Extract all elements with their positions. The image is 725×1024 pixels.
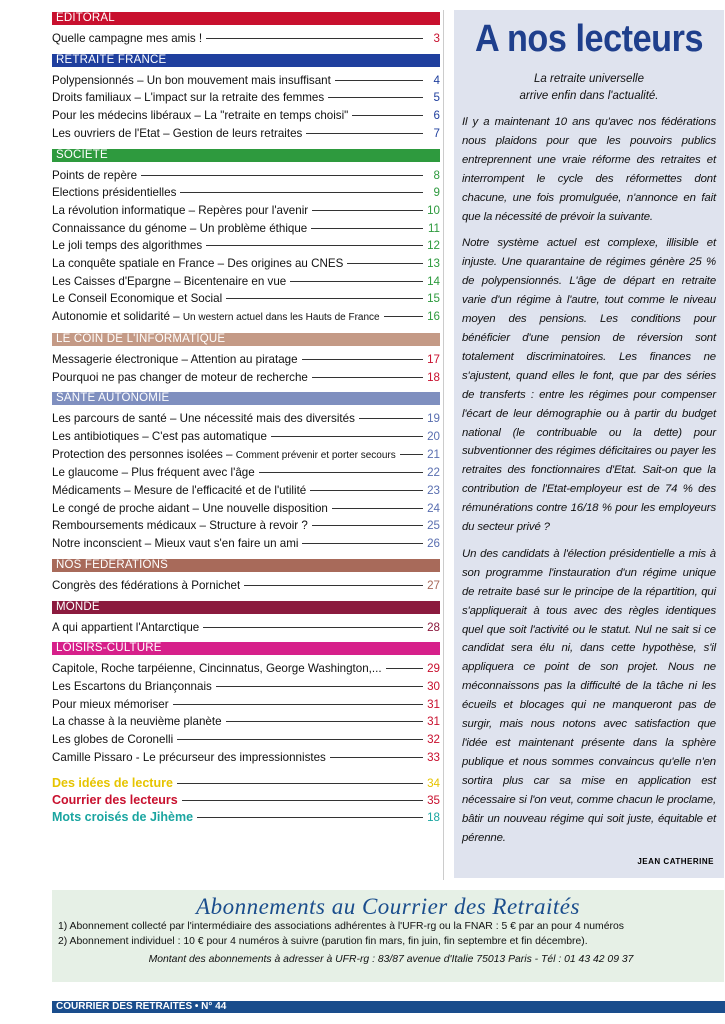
toc-entry-title [52, 535, 298, 553]
toc-entry[interactable] [52, 410, 440, 428]
toc-entry-title [52, 72, 331, 90]
leader-line [359, 418, 423, 419]
toc-entry-title [52, 351, 298, 369]
toc-section [52, 559, 440, 595]
toc-entry-title [52, 167, 137, 185]
toc-entry[interactable] [52, 167, 440, 185]
page-number: 35 [427, 793, 440, 807]
leader-line [290, 281, 423, 282]
subscription-line-2: 2) Abonnement individuel : 10 € pour 4 numéros à suivre (parution fin mars, fin juin, fin septembre et fin décembre). [58, 935, 588, 947]
page-number: 14 [427, 274, 440, 288]
toc-entry-main: Les globes de Coronelli [52, 733, 174, 747]
editorial-box [454, 10, 724, 878]
leader-line [312, 377, 423, 378]
subscription-address: Montant des abonnements à adresser à UFR-rg : 83/87 avenue d'Italie 75013 Paris - Tél : 01 43 42 09 37 [148, 954, 634, 965]
toc-entry-title [52, 500, 328, 518]
page-number: 32 [427, 733, 440, 747]
extras-list [52, 775, 440, 826]
leader-line [177, 783, 423, 784]
page-number: 18 [427, 810, 440, 824]
leader-line [312, 210, 423, 211]
page-number: 27 [427, 578, 440, 592]
toc-entry-main: La chasse à la neuvième planète [52, 715, 222, 729]
extra-title: Courrier des lecteurs [52, 792, 178, 807]
toc-section [52, 392, 440, 553]
page-number: 9 [433, 186, 440, 200]
toc-entry-main: Le glaucome – Plus fréquent avec l'âge [52, 466, 255, 480]
toc-entry-main: Remboursements médicaux – Structure à revoir ? [52, 519, 308, 533]
page-number: 16 [427, 310, 440, 324]
page-number: 5 [433, 91, 440, 105]
toc-entry-title [52, 464, 255, 482]
toc-entry[interactable] [52, 464, 440, 482]
page-number: 21 [427, 447, 440, 461]
leader-line [226, 721, 423, 722]
toc-entry-main: Capitole, Roche tarpéienne, Cincinnatus, George Washington,... [52, 662, 382, 676]
leader-line [384, 316, 423, 317]
editorial-paragraph: Notre système actuel est complexe, illisible et injuste. Une quarantaine de régimes génère 25 % de polypensionnés. L'âge de départ en retraite varie d'un régime à l'autre, tout comme le niveau moyen des pensions. Les conditions pour bénéficier d'une pension de réversion sont totalement discriminatoires. Les finances ne s'ajustent, quand elles le font, que par des séries de transferts : entre les régimes pour compenser l'écart de leur démographie ou à partir du budget national (le contribuable ou la dette) pour subventionner des régimes déficitaires ou payer les retraites des fonctionnaires d'Etat. Sait-on que la contribution de l'Etat-employeur est de 74 % des rémunérations contre 16/18 % pour les employeurs du secteur privé ? [462, 237, 716, 534]
subscription-line-1: 1) Abonnement collecté par l'intermédiaire des associations adhérentes à l'UFR-rg ou la FNAR : 5 € par an pour 4 numéros [58, 921, 624, 932]
toc-entry[interactable] [52, 749, 440, 767]
section-heading: ÉDITORAL [52, 12, 440, 25]
toc-entry-title [52, 482, 306, 500]
toc-entry-main: A qui appartient l'Antarctique [52, 620, 200, 634]
toc-entry-main: Les Caisses d'Epargne – Bicentenaire en vue [52, 274, 287, 288]
leader-line [311, 228, 423, 229]
toc-section [52, 12, 440, 48]
page-number: 4 [433, 73, 440, 87]
toc-entry-main: Les antibiotiques – C'est pas automatique [52, 429, 267, 443]
toc-entry[interactable] [52, 255, 440, 273]
editorial-intro [454, 71, 724, 105]
toc-entry-main: Les Escartons du Briançonnais [52, 679, 212, 693]
toc-entry-title [52, 678, 212, 696]
toc-entry-main: Polypensionnés – Un bon mouvement mais insuffisant [52, 73, 331, 87]
toc-entry-title [52, 577, 240, 595]
leader-line [332, 508, 423, 509]
editorial-signature: JEAN CATHERINE [637, 857, 714, 867]
page-number: 7 [433, 126, 440, 140]
toc-entry-title [52, 107, 348, 125]
leader-line [310, 490, 423, 491]
toc-entry-subtitle: Comment prévenir et porter secours [235, 449, 396, 461]
toc-section [52, 333, 440, 386]
toc-entry-main: Camille Pissaro - Le précurseur des impressionnistes [52, 750, 326, 764]
leader-line [259, 472, 423, 473]
toc-entry-title [52, 220, 307, 238]
toc-entry-title [52, 184, 176, 202]
toc-section [52, 642, 440, 766]
table-of-contents [52, 12, 440, 826]
toc-entry-main: Le joli temps des algorithmes [52, 239, 203, 253]
toc-entry[interactable] [52, 577, 440, 595]
leader-line [244, 585, 423, 586]
toc-entry-title [52, 713, 222, 731]
toc-entry-main: Elections présidentielles [52, 186, 177, 200]
page-number: 20 [427, 429, 440, 443]
leader-line [206, 38, 423, 39]
leader-line [180, 192, 423, 193]
subscription-box [52, 890, 724, 982]
leader-line [312, 525, 423, 526]
page-number: 13 [427, 257, 440, 271]
extra-entry[interactable] [52, 775, 440, 792]
page-number: 25 [427, 519, 440, 533]
toc-entry-title [52, 125, 302, 143]
toc-entry[interactable] [52, 731, 440, 749]
toc-entry-title [52, 749, 326, 767]
toc-entry-main: Connaissance du génome – Un problème éthique [52, 221, 308, 235]
editorial-title: A nos lecteurs [474, 18, 704, 60]
leader-line [352, 115, 423, 116]
toc-entry-title [52, 731, 173, 749]
toc-entry[interactable] [52, 184, 440, 202]
toc-section [52, 149, 440, 327]
leader-line [173, 704, 423, 705]
toc-entry-title [52, 446, 396, 465]
toc-entry-title [52, 30, 202, 48]
leader-line [306, 133, 423, 134]
section-heading: LE COIN DE L'INFORMATIQUE [52, 333, 440, 346]
page-number: 31 [427, 715, 440, 729]
toc-entry[interactable] [52, 500, 440, 518]
leader-line [271, 436, 423, 437]
toc-entry-title [52, 369, 308, 387]
leader-line [347, 263, 423, 264]
toc-entry-title [52, 308, 380, 327]
toc-entry[interactable] [52, 237, 440, 255]
page-number: 12 [427, 239, 440, 253]
toc-section [52, 601, 440, 637]
toc-entry-main: Notre inconscient – Mieux vaut s'en faire un ami [52, 537, 299, 551]
toc-entry-main: Pour les médecins libéraux – La "retraite en temps choisi" [52, 109, 349, 123]
toc-entry-main: La révolution informatique – Repères pour l'avenir [52, 203, 309, 217]
page-number: 34 [427, 776, 440, 790]
leader-line [182, 800, 423, 801]
toc-entry[interactable] [52, 696, 440, 714]
editorial-intro-line1: La retraite universelle [534, 73, 644, 85]
page-footer: COURRIER DES RETRAITÉS • N° 44 [52, 1001, 725, 1013]
section-heading: RETRAITE FRANCE [52, 54, 440, 67]
leader-line [226, 298, 423, 299]
toc-entry[interactable] [52, 713, 440, 731]
toc-entry-main: Les ouvriers de l'Etat – Gestion de leurs retraites [52, 126, 303, 140]
toc-entry-title [52, 428, 267, 446]
extra-entry[interactable] [52, 792, 440, 809]
toc-entry[interactable] [52, 428, 440, 446]
toc-entry[interactable] [52, 446, 440, 465]
leader-line [216, 686, 423, 687]
toc-entry[interactable] [52, 369, 440, 387]
toc-entry-title [52, 696, 169, 714]
toc-entry[interactable] [52, 290, 440, 308]
toc-entry-title [52, 89, 324, 107]
toc-entry[interactable] [52, 351, 440, 369]
page-number: 24 [427, 501, 440, 515]
page-number: 26 [427, 537, 440, 551]
toc-entry[interactable] [52, 619, 440, 637]
section-heading: LOISIRS-CULTURE [52, 642, 440, 655]
page-number: 30 [427, 679, 440, 693]
toc-entry-title [52, 410, 355, 428]
leader-line [302, 359, 423, 360]
section-heading: NOS FÉDÉRATIONS [52, 559, 440, 572]
page-number: 8 [433, 168, 440, 182]
extra-entry[interactable] [52, 809, 440, 826]
toc-entry-main: Congrès des fédérations à Pornichet [52, 578, 241, 592]
leader-line [335, 80, 423, 81]
toc-entry[interactable] [52, 535, 440, 553]
toc-entry[interactable] [52, 30, 440, 48]
toc-entry-title [52, 660, 382, 678]
leader-line [330, 757, 423, 758]
leader-line [206, 245, 423, 246]
toc-entry-title [52, 290, 222, 308]
toc-entry-main: Les parcours de santé – Une nécessité mais des diversités [52, 412, 355, 426]
toc-entry-title [52, 619, 199, 637]
toc-entry-main: Points de repère [52, 168, 138, 182]
toc-entry-main: Pourquoi ne pas changer de moteur de recherche [52, 370, 308, 384]
toc-entry[interactable] [52, 517, 440, 535]
toc-entry-title [52, 255, 343, 273]
leader-line [197, 817, 423, 818]
toc-entry[interactable] [52, 273, 440, 291]
extra-title: Des idées de lecture [52, 775, 173, 790]
leader-line [203, 627, 423, 628]
leader-line [386, 668, 423, 669]
page-number: 23 [427, 484, 440, 498]
toc-entry-main: Autonomie et solidarité – [52, 310, 183, 324]
toc-entry[interactable] [52, 220, 440, 238]
toc-entry[interactable] [52, 308, 440, 327]
column-divider [443, 10, 444, 880]
leader-line [302, 543, 423, 544]
section-heading: MONDE [52, 601, 440, 614]
page-number: 18 [427, 370, 440, 384]
editorial-paragraph: Il y a maintenant 10 ans qu'avec nos fédérations nous plaidons pour que les pouvoirs publics entreprennent une vraie réforme des retraites et interrompent le cycle des réformettes dont chacune, une fois promulguée, n'annonce en fait que la nécessité de prévoir la suivante. [462, 116, 716, 223]
toc-entry-title [52, 273, 286, 291]
toc-entry-title [52, 202, 308, 220]
page-number: 3 [433, 32, 440, 45]
page-number: 15 [427, 292, 440, 306]
toc-entry[interactable] [52, 125, 440, 143]
toc-entry-main: Quelle campagne mes amis ! [52, 32, 203, 45]
page-number: 31 [427, 697, 440, 711]
subscription-title: Abonnements au Courrier des Retraités [196, 894, 580, 919]
page-number: 29 [427, 662, 440, 676]
extra-title: Mots croisés de Jihème [52, 809, 194, 824]
toc-entry[interactable] [52, 202, 440, 220]
toc-entry-main: Pour mieux mémoriser [52, 697, 169, 711]
toc-entry-title [52, 517, 308, 535]
page-number: 33 [427, 750, 440, 764]
leader-line [141, 175, 423, 176]
toc-entry-subtitle: Un western actuel dans les Hauts de France [182, 312, 380, 324]
toc-entry[interactable] [52, 660, 440, 678]
section-heading: SANTÉ AUTONOMIE [52, 392, 440, 405]
section-heading: SOCIÉTÉ [52, 149, 440, 162]
page-number: 19 [427, 412, 440, 426]
page-number: 6 [433, 109, 440, 123]
page-number: 10 [427, 203, 440, 217]
page-number: 11 [427, 221, 440, 235]
leader-line [328, 97, 423, 98]
toc-entry-main: Le Conseil Economique et Social [52, 292, 223, 306]
toc-entry-main: Protection des personnes isolées – [52, 447, 236, 461]
toc-entry-title [52, 237, 202, 255]
toc-entry[interactable] [52, 107, 440, 125]
page-number: 17 [427, 352, 440, 366]
toc-entry[interactable] [52, 72, 440, 90]
toc-entry-main: La conquête spatiale en France – Des origines au CNES [52, 257, 344, 271]
toc-entry[interactable] [52, 678, 440, 696]
page-number: 22 [427, 466, 440, 480]
toc-entry-main: Le congé de proche aidant – Une nouvelle disposition [52, 501, 328, 515]
toc-entry[interactable] [52, 89, 440, 107]
toc-entry-main: Médicaments – Mesure de l'efficacité et de l'utilité [52, 484, 307, 498]
editorial-intro-line2: arrive enfin dans l'actualité. [519, 90, 659, 102]
toc-entry-main: Droits familiaux – L'impact sur la retraite des femmes [52, 91, 325, 105]
toc-entry-main: Messagerie électronique – Attention au piratage [52, 352, 298, 366]
page-number: 28 [427, 620, 440, 634]
toc-section [52, 54, 440, 143]
editorial-paragraph: Un des candidats à l'élection présidentielle a mis à son programme l'instauration d'un régime unique de retraite basé sur le principe de la répartition, qui s'appliquerait à tous avec des règles identiques quel que soit l'activité ou le statut. Nul ne sait si ce candidat sera élu ni, dans cette hypothèse, s'il appliquera ce point de son projet. Nous ne méconnaissons pas la difficulté de la tâche ni les écueils et blocages qui ne manqueront pas de surgir, mais nous notons avec satisfaction que l'idée est maintenant présente dans la sphère publique et nous sommes convaincus qu'elle n'en sortira plus car sa mise en application est nécessaire si l'on veut, comme chacun le proclame, bâtir un nouveau régime qui soit juste, équitable et pérenne. [462, 547, 716, 844]
leader-line [177, 739, 423, 740]
leader-line [400, 454, 423, 455]
toc-entry[interactable] [52, 482, 440, 500]
